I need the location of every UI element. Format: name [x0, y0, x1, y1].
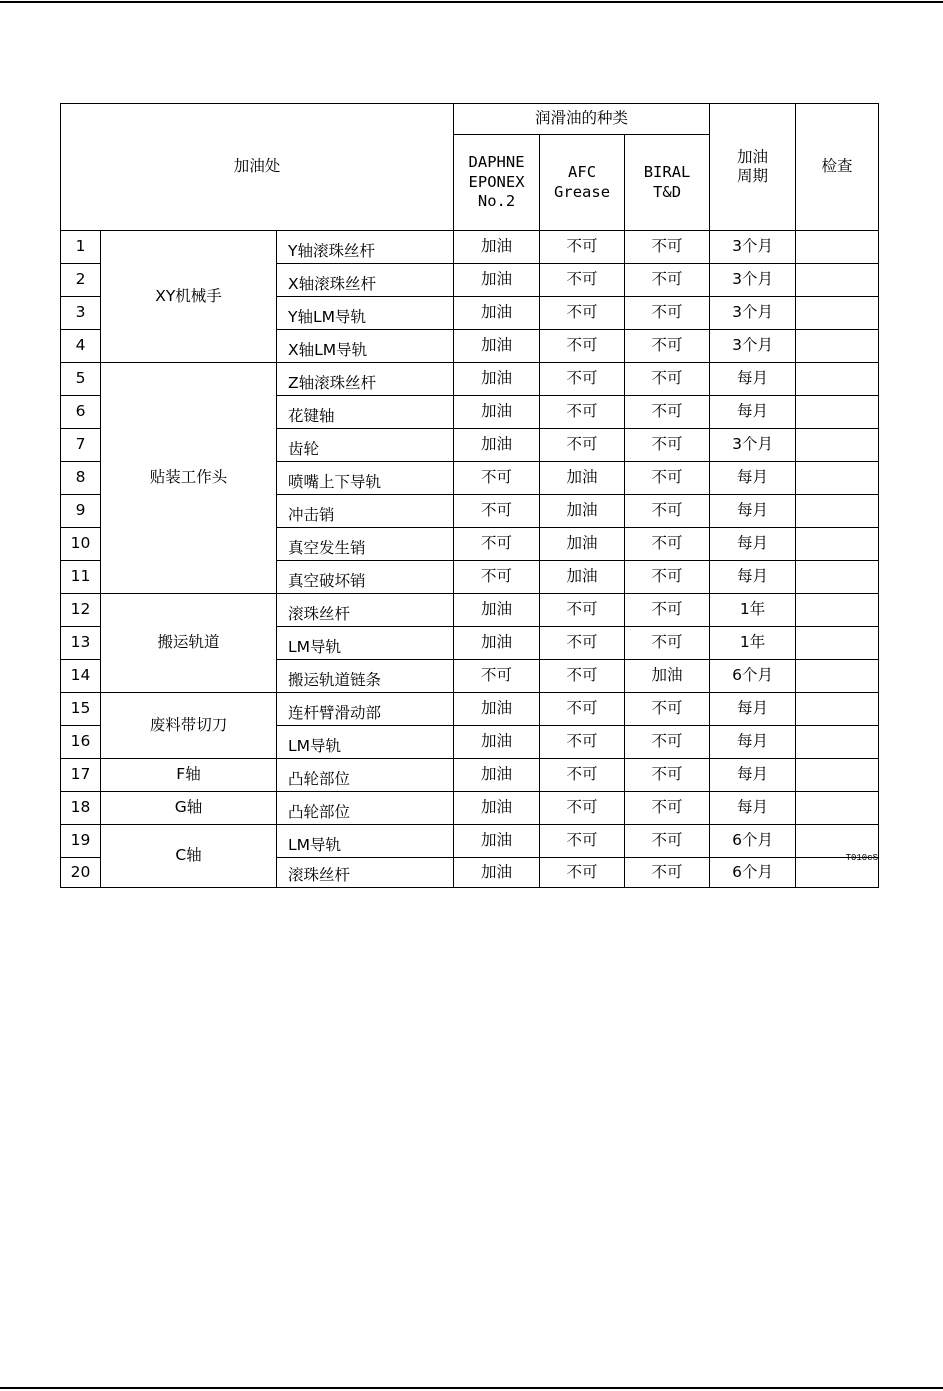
biral-value: 不可	[625, 231, 710, 264]
daphne-value: 加油	[454, 330, 540, 363]
daphne-value: 不可	[454, 495, 540, 528]
period-value: 3个月	[710, 264, 796, 297]
check-cell	[796, 297, 879, 330]
daphne-value: 加油	[454, 825, 540, 858]
period-value: 每月	[710, 495, 796, 528]
check-cell	[796, 462, 879, 495]
oil-header-daphne: DAPHNE EPONEX No.2	[454, 135, 540, 231]
afc-value: 不可	[540, 396, 625, 429]
part-name: Z轴滚珠丝杆	[277, 363, 454, 396]
daphne-value: 加油	[454, 627, 540, 660]
afc-value: 不可	[540, 858, 625, 888]
row-number: 16	[61, 726, 101, 759]
period-value: 每月	[710, 462, 796, 495]
part-name: 滚珠丝杆	[277, 594, 454, 627]
biral-value: 不可	[625, 825, 710, 858]
afc-value: 不可	[540, 825, 625, 858]
daphne-value: 加油	[454, 726, 540, 759]
table-row	[61, 792, 879, 825]
row-number: 9	[61, 495, 101, 528]
check-cell	[796, 495, 879, 528]
top-rule	[0, 1, 943, 3]
afc-value: 加油	[540, 561, 625, 594]
period-value: 每月	[710, 528, 796, 561]
period-value: 每月	[710, 396, 796, 429]
part-name: LM导轨	[277, 627, 454, 660]
check-cell	[796, 561, 879, 594]
afc-value: 加油	[540, 462, 625, 495]
biral-value: 不可	[625, 561, 710, 594]
row-number: 5	[61, 363, 101, 396]
daphne-value: 加油	[454, 594, 540, 627]
oil-header-afc: AFC Grease	[540, 135, 625, 231]
part-name: 搬运轨道链条	[277, 660, 454, 693]
row-number: 7	[61, 429, 101, 462]
biral-value: 加油	[625, 660, 710, 693]
daphne-value: 加油	[454, 396, 540, 429]
biral-value: 不可	[625, 462, 710, 495]
afc-value: 不可	[540, 627, 625, 660]
oil-header-biral: BIRAL T&D	[625, 135, 710, 231]
group-name: XY机械手	[101, 231, 277, 363]
period-value: 3个月	[710, 297, 796, 330]
table-row	[61, 594, 879, 627]
check-cell	[796, 330, 879, 363]
afc-value: 不可	[540, 594, 625, 627]
afc-value: 不可	[540, 792, 625, 825]
part-name: 喷嘴上下导轨	[277, 462, 454, 495]
period-value: 6个月	[710, 660, 796, 693]
part-name: X轴滚珠丝杆	[277, 264, 454, 297]
daphne-value: 加油	[454, 693, 540, 726]
daphne-value: 不可	[454, 561, 540, 594]
period-value: 每月	[710, 792, 796, 825]
row-number: 10	[61, 528, 101, 561]
afc-value: 不可	[540, 660, 625, 693]
period-value: 3个月	[710, 231, 796, 264]
period-value: 6个月	[710, 858, 796, 888]
afc-value: 不可	[540, 297, 625, 330]
biral-value: 不可	[625, 627, 710, 660]
check-header: 检查	[796, 104, 879, 231]
biral-value: 不可	[625, 396, 710, 429]
row-number: 8	[61, 462, 101, 495]
daphne-value: 不可	[454, 660, 540, 693]
row-number: 15	[61, 693, 101, 726]
part-name: 齿轮	[277, 429, 454, 462]
check-cell	[796, 429, 879, 462]
row-number: 3	[61, 297, 101, 330]
part-name: 花键轴	[277, 396, 454, 429]
check-cell	[796, 528, 879, 561]
check-cell	[796, 363, 879, 396]
check-cell	[796, 726, 879, 759]
lube-types-header: 润滑油的种类	[454, 104, 710, 135]
part-name: Y轴滚珠丝杆	[277, 231, 454, 264]
afc-value: 不可	[540, 429, 625, 462]
period-value: 每月	[710, 726, 796, 759]
group-name: 贴装工作头	[101, 363, 277, 594]
row-number: 17	[61, 759, 101, 792]
afc-value: 不可	[540, 330, 625, 363]
biral-value: 不可	[625, 330, 710, 363]
check-cell	[796, 264, 879, 297]
group-name: 搬运轨道	[101, 594, 277, 693]
table-row	[61, 759, 879, 792]
row-number: 19	[61, 825, 101, 858]
biral-value: 不可	[625, 297, 710, 330]
biral-value: 不可	[625, 429, 710, 462]
afc-value: 不可	[540, 363, 625, 396]
afc-value: 加油	[540, 495, 625, 528]
row-number: 20	[61, 858, 101, 888]
daphne-value: 加油	[454, 429, 540, 462]
period-value: 6个月	[710, 825, 796, 858]
check-cell	[796, 594, 879, 627]
check-cell	[796, 693, 879, 726]
row-number: 2	[61, 264, 101, 297]
row-number: 1	[61, 231, 101, 264]
afc-value: 加油	[540, 528, 625, 561]
daphne-value: 加油	[454, 297, 540, 330]
part-name: 真空发生销	[277, 528, 454, 561]
part-name: X轴LM导轨	[277, 330, 454, 363]
row-number: 12	[61, 594, 101, 627]
daphne-value: 加油	[454, 231, 540, 264]
check-cell	[796, 231, 879, 264]
period-value: 每月	[710, 363, 796, 396]
period-value: 每月	[710, 693, 796, 726]
check-cell	[796, 396, 879, 429]
row-number: 6	[61, 396, 101, 429]
location-header: 加油处	[61, 104, 454, 231]
check-cell	[796, 759, 879, 792]
lubrication-table	[60, 103, 879, 888]
biral-value: 不可	[625, 264, 710, 297]
biral-value: 不可	[625, 528, 710, 561]
biral-value: 不可	[625, 363, 710, 396]
check-cell	[796, 660, 879, 693]
table-row	[61, 363, 879, 396]
daphne-value: 加油	[454, 792, 540, 825]
afc-value: 不可	[540, 264, 625, 297]
daphne-value: 加油	[454, 363, 540, 396]
part-name: 冲击销	[277, 495, 454, 528]
period-value: 3个月	[710, 429, 796, 462]
check-cell	[796, 792, 879, 825]
period-value: 每月	[710, 759, 796, 792]
table-row	[61, 693, 879, 726]
part-name: 连杆臂滑动部	[277, 693, 454, 726]
part-name: LM导轨	[277, 726, 454, 759]
group-name: G轴	[101, 792, 277, 825]
table-row	[61, 825, 879, 858]
period-value: 1年	[710, 627, 796, 660]
row-number: 11	[61, 561, 101, 594]
group-name: F轴	[101, 759, 277, 792]
row-number: 4	[61, 330, 101, 363]
biral-value: 不可	[625, 858, 710, 888]
afc-value: 不可	[540, 726, 625, 759]
part-name: 凸轮部位	[277, 759, 454, 792]
period-header: 加油 周期	[710, 104, 796, 231]
check-cell	[796, 627, 879, 660]
daphne-value: 加油	[454, 858, 540, 888]
part-name: LM导轨	[277, 825, 454, 858]
group-name: C轴	[101, 825, 277, 888]
biral-value: 不可	[625, 495, 710, 528]
daphne-value: 加油	[454, 264, 540, 297]
period-value: 1年	[710, 594, 796, 627]
afc-value: 不可	[540, 693, 625, 726]
biral-value: 不可	[625, 759, 710, 792]
part-name: 滚珠丝杆	[277, 858, 454, 888]
daphne-value: 不可	[454, 462, 540, 495]
part-name: 凸轮部位	[277, 792, 454, 825]
daphne-value: 不可	[454, 528, 540, 561]
row-number: 18	[61, 792, 101, 825]
row-number: 14	[61, 660, 101, 693]
table-row	[61, 231, 879, 264]
afc-value: 不可	[540, 231, 625, 264]
part-name: Y轴LM导轨	[277, 297, 454, 330]
part-name: 真空破坏销	[277, 561, 454, 594]
biral-value: 不可	[625, 726, 710, 759]
figure-code: T010cS	[845, 853, 878, 863]
group-name: 废料带切刀	[101, 693, 277, 759]
afc-value: 不可	[540, 759, 625, 792]
biral-value: 不可	[625, 693, 710, 726]
biral-value: 不可	[625, 594, 710, 627]
daphne-value: 加油	[454, 759, 540, 792]
period-value: 3个月	[710, 330, 796, 363]
bottom-rule	[0, 1387, 943, 1389]
period-value: 每月	[710, 561, 796, 594]
biral-value: 不可	[625, 792, 710, 825]
row-number: 13	[61, 627, 101, 660]
